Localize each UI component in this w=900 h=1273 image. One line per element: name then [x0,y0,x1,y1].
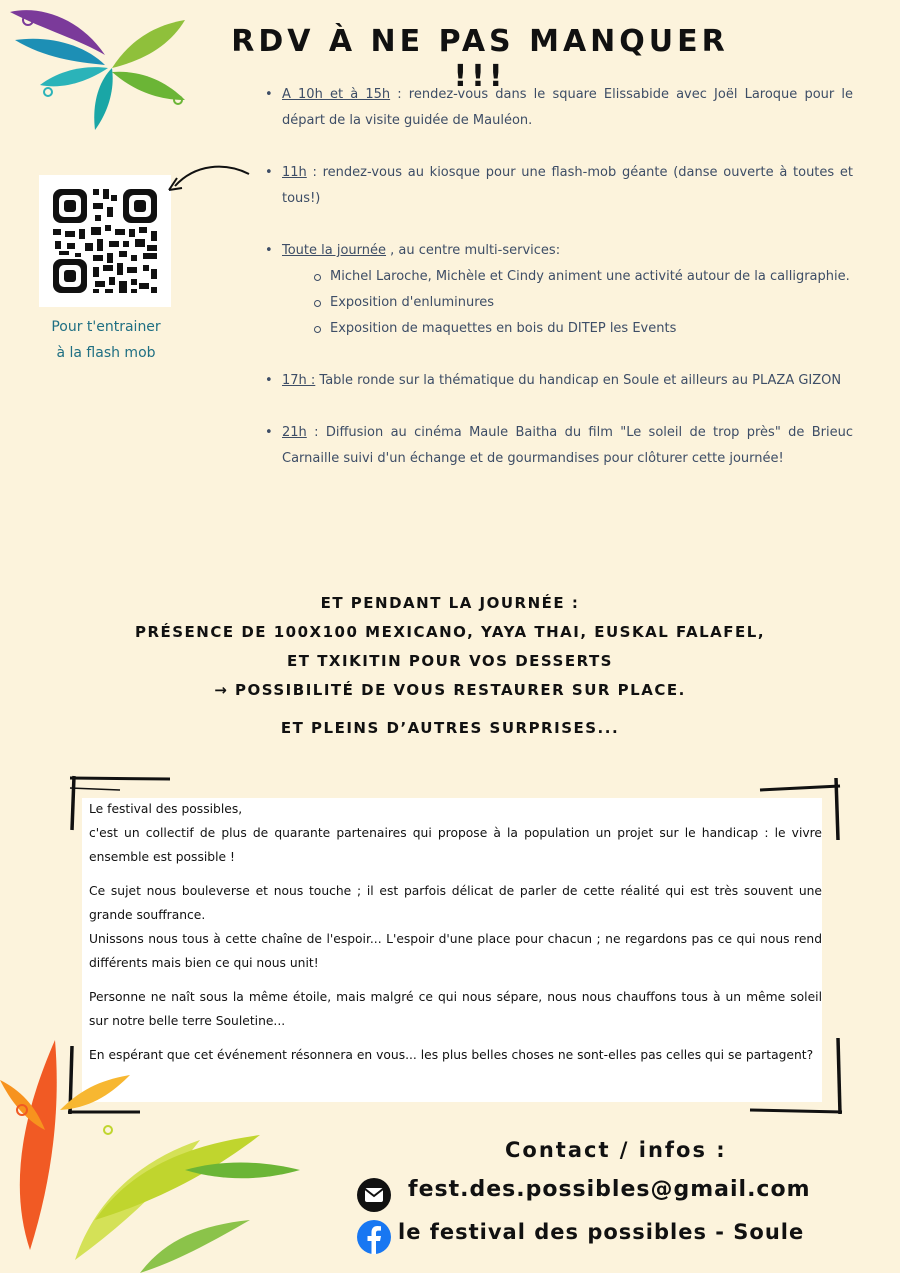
festival-paragraph [89,879,822,975]
contact-email-link[interactable]: fest.des.possibles@gmail.com [408,1177,811,1202]
agenda-item-5 [263,420,853,472]
festival-paragraph [89,797,822,869]
agenda-subitem: Michel Laroche, Michèle et Cindy animent une activité autour de la calligraphie. [312,264,853,290]
agenda-time: 17h : [282,373,316,388]
agenda-time: 11h [282,165,307,180]
facebook-icon [357,1220,391,1254]
agenda-time: Toute la journée [282,243,387,258]
qr-code[interactable] [39,175,171,307]
agenda-item-2 [263,160,853,212]
agenda-text: , au centre multi-services: [386,243,561,258]
page-title: RDV À NE PAS MANQUER !!! [231,24,729,94]
agenda-time: A 10h et à 15h [282,87,391,102]
agenda-time: 21h [282,425,307,440]
contact-title: Contact / infos : [505,1138,727,1162]
agenda-text: : rendez-vous au kiosque pour une flash-mob géante (danse ouverte à toutes et tous!) [282,165,853,206]
surprises-line: ET PLEINS D’AUTRES SURPRISES... [280,719,620,737]
festival-paragraph: En espérant que cet événement résonnera en vous... les plus belles choses ne sont-elles pas celles qui se partagent? [89,1048,814,1062]
festival-hope: Unissons nous tous à cette chaîne de l'espoir... L'espoir d'une place pour chacun ; ne regardons pas ce qui nous rend différents mais bien ce qui nous unit! [89,932,822,970]
festival-collective: c'est un collectif de plus de quarante partenaires qui propose à la population un projet sur le handicap : le vivre ensemble est possible ! [89,826,822,864]
day-line: → POSSIBILITÉ DE VOUS RESTAURER SUR PLACE. [214,681,686,699]
decoration-bottom-left [0,1020,330,1273]
agenda-text: : Diffusion au cinéma Maule Baitha du film "Le soleil de trop près" de Brieuc Carnaille suivi d'un échange et de gourmandises pour clôturer cette journée! [282,425,853,466]
festival-intro: Le festival des possibles, [89,802,243,816]
festival-subject: Ce sujet nous bouleverse et nous touche ; il est parfois délicat de parler de cette réalité qui est très souvent une grande souffrance. [89,884,822,922]
day-line: PRÉSENCE DE 100X100 MEXICANO, YAYA THAI, EUSKAL FALAFEL, [134,623,766,641]
day-section [100,589,800,705]
contact-facebook-link[interactable]: le festival des possibles - Soule [398,1220,805,1244]
qr-caption-line1: Pour t'entrainer [51,319,161,335]
day-line: ET TXIKITIN POUR VOS DESSERTS [287,652,613,670]
qr-code-icon [39,175,171,307]
mail-icon [357,1178,391,1212]
agenda-item-4 [263,368,853,394]
curved-arrow-icon [165,160,255,200]
agenda-text: : rendez-vous dans le square Elissabide avec Joël Laroque pour le départ de la visite guidée de Mauléon. [282,87,853,128]
agenda-subitem: Exposition de maquettes en bois du DITEP les Events [312,316,853,342]
decoration-top-left [0,0,200,140]
agenda-item-1 [263,82,853,134]
agenda [263,82,853,472]
qr-caption-line2: à la flash mob [56,345,156,361]
festival-paragraph: Personne ne naît sous la même étoile, mais malgré ce qui nous sépare, nous nous chauffons tous à un même soleil sur notre belle terre Souletine... [89,990,822,1028]
agenda-subitem: Exposition d'enluminures [312,290,853,316]
agenda-text: Table ronde sur la thématique du handicap en Soule et ailleurs au PLAZA GIZON [315,373,842,388]
day-line: ET PENDANT LA JOURNÉE : [320,594,580,612]
qr-caption [15,314,197,366]
agenda-item-3 [263,238,853,342]
